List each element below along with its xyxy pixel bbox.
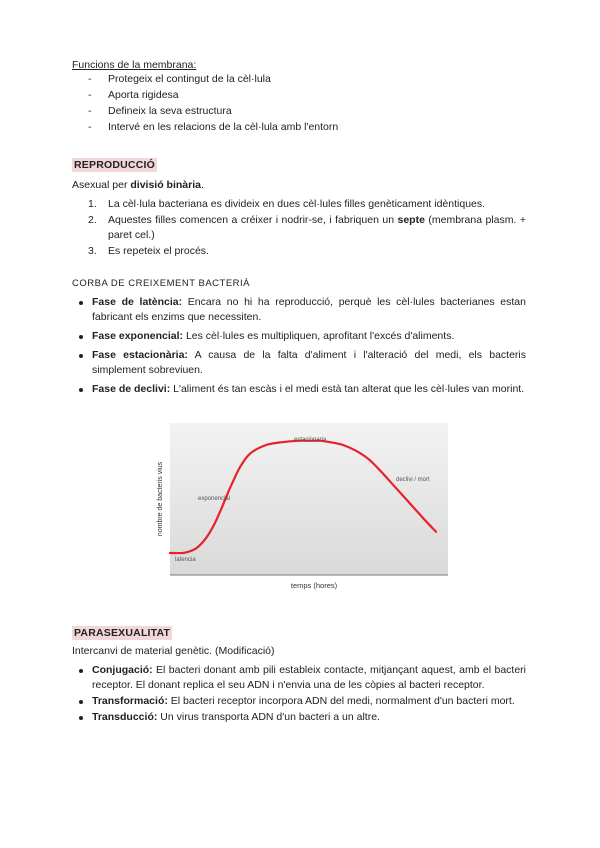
list-item: Fase de declivi: L'aliment és tan escàs i el medi està tan alterat que les cèl·lules van morint. <box>78 382 526 397</box>
reproduccio-steps <box>88 197 526 260</box>
list-item: Transducció: Un virus transporta ADN d'un bacteri a un altre. <box>78 710 526 725</box>
data-point <box>227 493 228 494</box>
data-point <box>182 552 183 553</box>
data-point <box>240 466 241 467</box>
data-point <box>169 552 170 553</box>
x-axis-label: temps (hores) <box>290 581 338 590</box>
data-point <box>419 514 420 515</box>
list-item: - Intervé en les relacions de la cèl·lula amb l'entorn <box>88 120 338 136</box>
list-item: - Defineix la seva estructura <box>88 104 338 120</box>
y-axis-label: nombre de bacteris vius <box>157 461 164 537</box>
membrane-title: Funcions de la membrana: <box>72 59 197 71</box>
data-point <box>266 444 267 445</box>
list-item: 2. Aquestes filles comencen a créixer i nodrir-se, i fabriquen un septe (membrana plasm. + paret cel.) <box>88 214 526 241</box>
label-estacionaria: estacionaria <box>294 437 327 443</box>
data-point <box>435 531 436 532</box>
list-item: - Protegeix el contingut de la cèl·lula <box>88 72 338 88</box>
data-point <box>330 442 331 443</box>
list-item: Fase exponencial: Les cèl·lules es multipliquen, aprofitant l'excés d'aliments. <box>78 329 526 344</box>
data-point <box>250 453 251 454</box>
data-point <box>189 551 190 552</box>
data-point <box>426 521 427 522</box>
data-point <box>201 542 202 543</box>
parasex-list <box>78 663 526 726</box>
reproduccio-intro: Asexual per divisió binària. <box>72 179 204 191</box>
membrane-list <box>88 72 338 136</box>
data-point <box>208 534 209 535</box>
data-point <box>221 508 222 509</box>
data-point <box>381 471 382 472</box>
list-item: Fase estacionària: A causa de la falta d'aliment i l'alteració del medi, els bacteris simplement sobreviuen. <box>78 348 526 378</box>
corba-heading: CORBA DE CREIXEMENT BACTERIÀ <box>72 278 250 289</box>
label-latencia: latencia <box>175 557 196 563</box>
data-point <box>343 444 344 445</box>
data-point <box>214 523 215 524</box>
data-point <box>195 548 196 549</box>
label-exponencial: exponencial <box>198 496 231 502</box>
phase-list <box>78 295 526 401</box>
data-point <box>355 450 356 451</box>
list-item: Fase de latència: Encara no hi ha reproducció, perquè les cèl·lules bacterianes estan fabricant els enzims que necessiten. <box>78 295 526 325</box>
data-point <box>368 459 369 460</box>
list-item: Transformació: El bacteri receptor incorpora ADN del medi, normalment d'un bacteri mort. <box>78 694 526 709</box>
parasexualitat-intro: Intercanvi de material genètic. (Modificació) <box>72 645 275 657</box>
list-item: 1. La cèl·lula bacteriana es divideix en dues cèl·lules filles genèticament idèntiques. <box>88 198 486 210</box>
list-item: - Aporta rigidesa <box>88 88 338 104</box>
data-point <box>282 442 283 443</box>
data-point <box>234 479 235 480</box>
data-point <box>394 486 395 487</box>
growth-curve-chart <box>148 420 458 595</box>
label-declivi: declivi / mort <box>396 477 430 483</box>
parasexualitat-heading: PARASEXUALITAT <box>74 627 171 639</box>
reproduccio-heading: REPRODUCCIÓ <box>74 159 155 171</box>
list-item: Conjugació: El bacteri donant amb pili estableix contacte, mitjançant aquest, amb el bacteri receptor. El donant replica el seu ADN i n'envia una de les còpies al bacteri receptor. <box>78 663 526 693</box>
data-point <box>407 500 408 501</box>
list-item: 3. Es repeteix el procés. <box>88 245 209 257</box>
